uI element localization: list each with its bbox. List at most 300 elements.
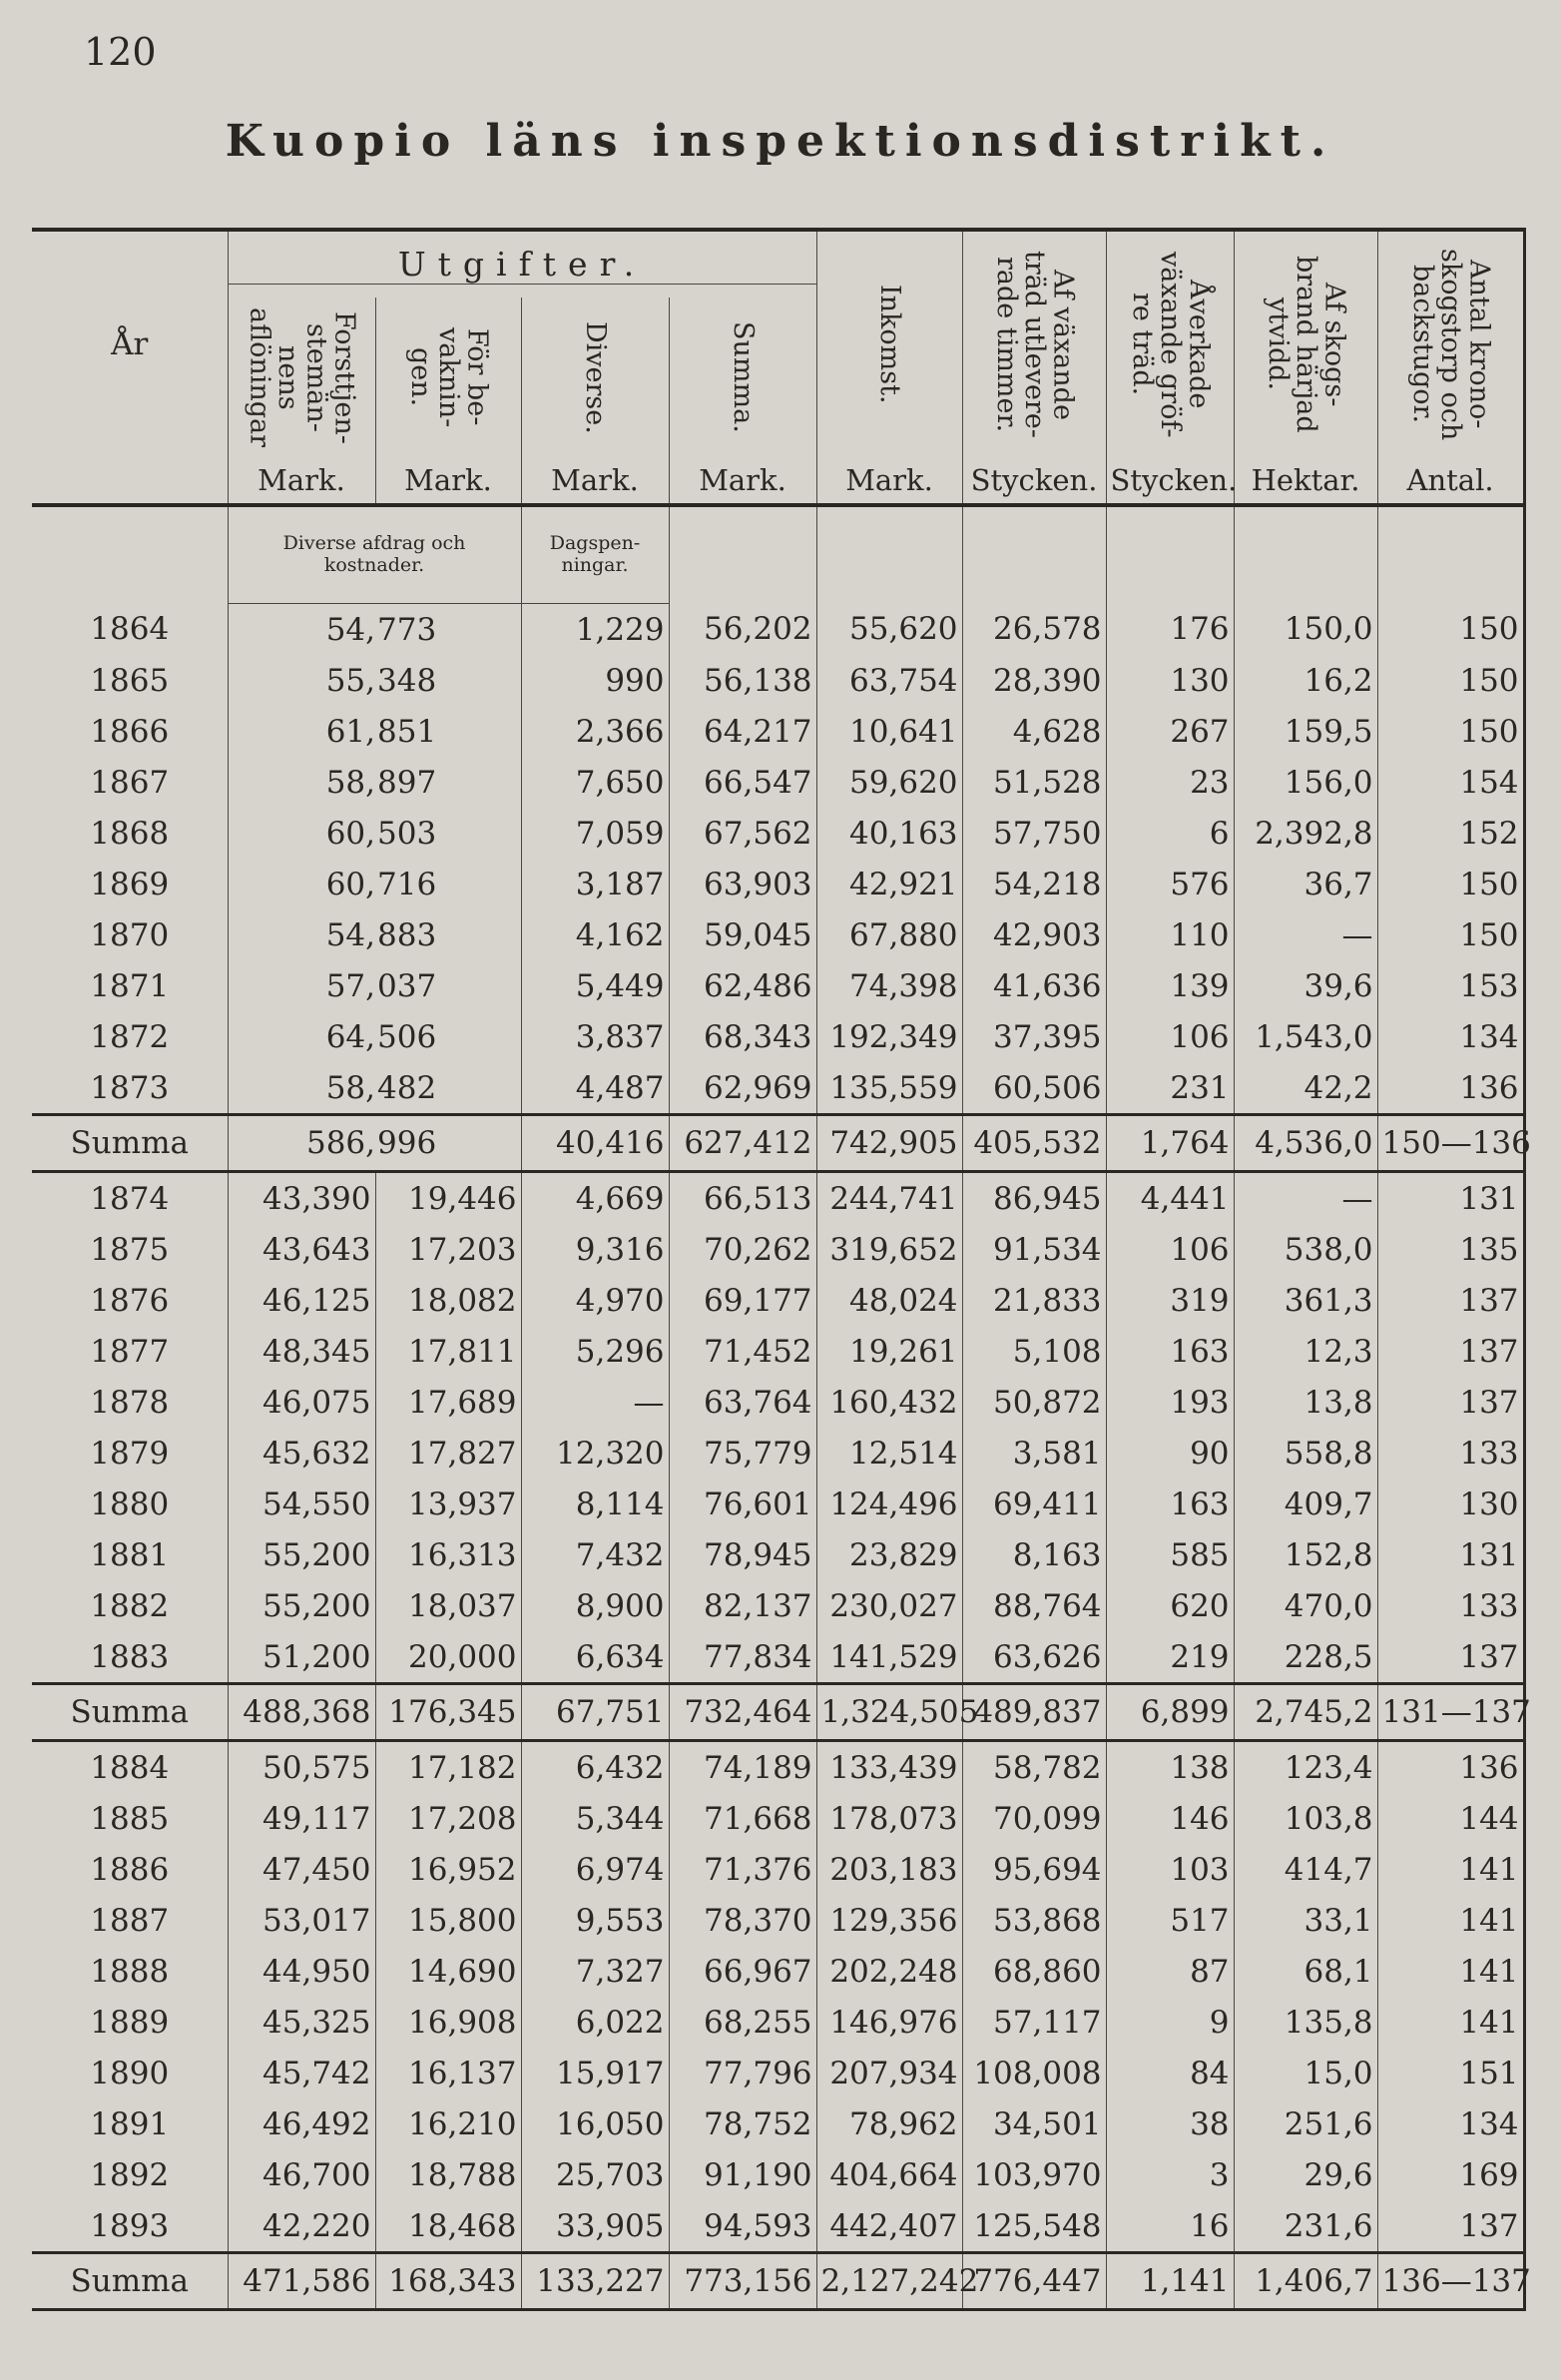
kronoskogstorp-cell: 150 (1377, 604, 1524, 656)
diverse-afdrag-thousands: 54, (228, 604, 375, 656)
summa-cell: 77,796 (669, 2048, 816, 2098)
inkomst-cell: 135,559 (816, 1062, 962, 1115)
kronoskogstorp-cell: 154 (1377, 757, 1524, 808)
skogsbrand-cell: 231,6 (1234, 2200, 1377, 2253)
inkomst-cell: 207,934 (816, 2048, 962, 2098)
forsttjensteman-cell: 49,117 (228, 1793, 375, 1844)
dagspenningar-cell: 7,650 (521, 757, 669, 808)
kronoskogstorp-cell: 141 (1377, 1844, 1524, 1895)
summa-cell: 78,752 (669, 2098, 816, 2149)
dagspenningar-cell: 2,366 (521, 706, 669, 757)
kronoskogstorp-cell: 134 (1377, 1011, 1524, 1062)
bevakningen-cell: 18,468 (375, 2200, 521, 2253)
table-row (32, 604, 1524, 656)
bevakningen-cell: 16,952 (375, 1844, 521, 1895)
timmer-cell: 26,578 (962, 604, 1106, 656)
unit-mark: Mark. (375, 457, 521, 505)
year-cell: 1865 (90, 662, 170, 699)
diverse-afdrag-units: 506 (377, 1018, 437, 1055)
summa-cell: 62,486 (669, 960, 816, 1011)
kronoskogstorp-cell: 150—136 (1377, 1115, 1524, 1172)
bevakningen-cell: 19,446 (375, 1172, 521, 1225)
timmer-cell: 3,581 (962, 1428, 1106, 1479)
diverse-afdrag-thousands: 64, (228, 1011, 375, 1062)
timmer-cell: 54,218 (962, 859, 1106, 909)
averkade-cell: 138 (1106, 1741, 1234, 1794)
year-cell: 1875 (90, 1231, 170, 1268)
averkade-cell: 106 (1106, 1224, 1234, 1275)
inkomst-cell: 42,921 (816, 859, 962, 909)
unit-hektar: Hektar. (1234, 457, 1377, 505)
skogsbrand-cell: 16,2 (1234, 655, 1377, 706)
diverse-cell: 8,900 (521, 1580, 669, 1631)
unit-mark: Mark. (521, 457, 669, 505)
timmer-cell: 103,970 (962, 2149, 1106, 2200)
kronoskogstorp-cell: 130 (1377, 1479, 1524, 1529)
bevakningen-cell: 13,937 (375, 1479, 521, 1529)
forsttjensteman-cell: 47,450 (228, 1844, 375, 1895)
inkomst-cell: 19,261 (816, 1326, 962, 1377)
diverse-cell: 6,634 (521, 1631, 669, 1684)
table-row (32, 1224, 1524, 1275)
timmer-cell: 41,636 (962, 960, 1106, 1011)
header-kronoskogstorp: Antal krono- skogstorp och backstugor. (1406, 248, 1495, 441)
forsttjensteman-cell: 488,368 (228, 1684, 375, 1741)
inkomst-cell: 141,529 (816, 1631, 962, 1684)
kronoskogstorp-cell: 150 (1377, 909, 1524, 960)
bevakningen-cell: 18,082 (375, 1275, 521, 1326)
kronoskogstorp-cell: 152 (1377, 808, 1524, 859)
summa-label: Summa (70, 1694, 189, 1730)
diverse-afdrag-thousands: 57, (228, 960, 375, 1011)
skogsbrand-cell: 156,0 (1234, 757, 1377, 808)
timmer-cell: 50,872 (962, 1377, 1106, 1428)
dagspenningar-cell: 40,416 (521, 1115, 669, 1172)
diverse-afdrag-thousands: 586, (228, 1115, 375, 1172)
diverse-cell: 133,227 (521, 2253, 669, 2310)
diverse-cell: 4,970 (521, 1275, 669, 1326)
forsttjensteman-cell: 42,220 (228, 2200, 375, 2253)
summa-cell: 63,764 (669, 1377, 816, 1428)
year-cell: 1877 (90, 1333, 170, 1370)
year-cell: 1887 (90, 1902, 170, 1939)
kronoskogstorp-cell: 137 (1377, 2200, 1524, 2253)
skogsbrand-cell: 36,7 (1234, 859, 1377, 909)
timmer-cell: 60,506 (962, 1062, 1106, 1115)
year-cell: 1884 (90, 1749, 170, 1786)
year-cell: 1874 (90, 1180, 170, 1217)
year-cell: 1889 (90, 2004, 170, 2041)
dagspenningar-cell: 3,837 (521, 1011, 669, 1062)
skogsbrand-cell: 68,1 (1234, 1946, 1377, 1997)
inkomst-cell: 124,496 (816, 1479, 962, 1529)
bevakningen-cell: 17,689 (375, 1377, 521, 1428)
kronoskogstorp-cell: 136 (1377, 1741, 1524, 1794)
diverse-afdrag-units: 897 (377, 764, 437, 801)
diverse-cell: — (521, 1377, 669, 1428)
forsttjensteman-cell: 471,586 (228, 2253, 375, 2310)
skogsbrand-cell: 251,6 (1234, 2098, 1377, 2149)
year-cell: 1892 (90, 2156, 170, 2193)
bevakningen-cell: 17,182 (375, 1741, 521, 1794)
diverse-afdrag-units: 716 (377, 866, 437, 902)
table-row (32, 1479, 1524, 1529)
table-row (32, 1172, 1524, 1225)
dagspenningar-cell: 1,229 (521, 604, 669, 656)
diverse-cell: 15,917 (521, 2048, 669, 2098)
skogsbrand-cell: 470,0 (1234, 1580, 1377, 1631)
diverse-afdrag-thousands: 54, (228, 909, 375, 960)
inkomst-cell: 202,248 (816, 1946, 962, 1997)
subheader-dagspenningar: Dagspen-ningar. (521, 505, 669, 604)
skogsbrand-cell: 135,8 (1234, 1997, 1377, 2048)
timmer-cell: 88,764 (962, 1580, 1106, 1631)
forsttjensteman-cell: 45,742 (228, 2048, 375, 2098)
forsttjensteman-cell: 44,950 (228, 1946, 375, 1997)
timmer-cell: 51,528 (962, 757, 1106, 808)
summa-cell: 68,343 (669, 1011, 816, 1062)
kronoskogstorp-cell: 131 (1377, 1172, 1524, 1225)
skogsbrand-cell: 42,2 (1234, 1062, 1377, 1115)
skogsbrand-cell: 33,1 (1234, 1895, 1377, 1946)
averkade-cell: 23 (1106, 757, 1234, 808)
diverse-afdrag-units: 348 (377, 662, 437, 699)
summa-cell: 82,137 (669, 1580, 816, 1631)
summa-cell: 773,156 (669, 2253, 816, 2310)
inkomst-cell: 2,127,242 (816, 2253, 962, 2310)
skogsbrand-cell: 1,406,7 (1234, 2253, 1377, 2310)
bevakningen-cell: 17,203 (375, 1224, 521, 1275)
averkade-cell: 176 (1106, 604, 1234, 656)
forsttjensteman-cell: 51,200 (228, 1631, 375, 1684)
year-cell: 1872 (90, 1018, 170, 1055)
inkomst-cell: 230,027 (816, 1580, 962, 1631)
diverse-cell: 7,432 (521, 1529, 669, 1580)
dagspenningar-cell: 990 (521, 655, 669, 706)
inkomst-cell: 12,514 (816, 1428, 962, 1479)
summa-cell: 59,045 (669, 909, 816, 960)
averkade-cell: 267 (1106, 706, 1234, 757)
bevakningen-cell: 14,690 (375, 1946, 521, 1997)
year-cell: 1864 (90, 611, 170, 648)
table-row (32, 2098, 1524, 2149)
unit-mark: Mark. (816, 457, 962, 505)
averkade-cell: 84 (1106, 2048, 1234, 2098)
year-cell: 1893 (90, 2207, 170, 2244)
table-row (32, 1895, 1524, 1946)
table-row (32, 2048, 1524, 2098)
table-row (32, 1997, 1524, 2048)
period-1874-1883 (32, 1172, 1531, 1741)
summa-label: Summa (70, 1125, 189, 1161)
diverse-afdrag-thousands: 58, (228, 757, 375, 808)
averkade-cell: 231 (1106, 1062, 1234, 1115)
inkomst-cell: 244,741 (816, 1172, 962, 1225)
year-cell: 1866 (90, 713, 170, 750)
skogsbrand-cell: 409,7 (1234, 1479, 1377, 1529)
kronoskogstorp-cell: 136—137 (1377, 2253, 1524, 2310)
timmer-cell: 37,395 (962, 1011, 1106, 1062)
bevakningen-cell: 168,343 (375, 2253, 521, 2310)
unit-stycken: Stycken. (962, 457, 1106, 505)
skogsbrand-cell: 150,0 (1234, 604, 1377, 656)
table-row (32, 2149, 1524, 2200)
skogsbrand-cell: — (1234, 1172, 1377, 1225)
subheader-diverse-afdrag: Diverse afdrag och kostnader. (228, 505, 521, 604)
year-cell: 1890 (90, 2055, 170, 2091)
kronoskogstorp-cell: 169 (1377, 2149, 1524, 2200)
inkomst-cell: 129,356 (816, 1895, 962, 1946)
summa-cell: 94,593 (669, 2200, 816, 2253)
summa-row (32, 1115, 1524, 1172)
bevakningen-cell: 17,811 (375, 1326, 521, 1377)
bevakningen-cell: 18,788 (375, 2149, 521, 2200)
bevakningen-cell: 17,827 (375, 1428, 521, 1479)
kronoskogstorp-cell: 141 (1377, 1946, 1524, 1997)
kronoskogstorp-cell: 144 (1377, 1793, 1524, 1844)
summa-cell: 71,376 (669, 1844, 816, 1895)
header-utgifter: Utgifter. (229, 245, 816, 285)
averkade-cell: 16 (1106, 2200, 1234, 2253)
skogsbrand-cell: 2,392,8 (1234, 808, 1377, 859)
averkade-cell: 38 (1106, 2098, 1234, 2149)
inkomst-cell: 319,652 (816, 1224, 962, 1275)
averkade-cell: 4,441 (1106, 1172, 1234, 1225)
timmer-cell: 108,008 (962, 2048, 1106, 2098)
summa-cell: 63,903 (669, 859, 816, 909)
inkomst-cell: 178,073 (816, 1793, 962, 1844)
averkade-cell: 146 (1106, 1793, 1234, 1844)
skogsbrand-cell: 123,4 (1234, 1741, 1377, 1794)
diverse-afdrag-units: 503 (377, 815, 437, 852)
kronoskogstorp-cell: 133 (1377, 1428, 1524, 1479)
timmer-cell: 91,534 (962, 1224, 1106, 1275)
bevakningen-cell: 20,000 (375, 1631, 521, 1684)
table-row (32, 706, 1524, 757)
table-row (32, 1631, 1524, 1684)
summa-cell: 91,190 (669, 2149, 816, 2200)
timmer-cell: 86,945 (962, 1172, 1106, 1225)
dagspenningar-cell: 4,487 (521, 1062, 669, 1115)
averkade-cell: 90 (1106, 1428, 1234, 1479)
summa-cell: 64,217 (669, 706, 816, 757)
kronoskogstorp-cell: 150 (1377, 655, 1524, 706)
diverse-afdrag-units: 996 (377, 1125, 437, 1161)
dagspenningar-cell: 3,187 (521, 859, 669, 909)
timmer-cell: 21,833 (962, 1275, 1106, 1326)
inkomst-cell: 59,620 (816, 757, 962, 808)
timmer-cell: 489,837 (962, 1684, 1106, 1741)
diverse-cell: 9,316 (521, 1224, 669, 1275)
summa-cell: 71,668 (669, 1793, 816, 1844)
timmer-cell: 95,694 (962, 1844, 1106, 1895)
skogsbrand-cell: 361,3 (1234, 1275, 1377, 1326)
averkade-cell: 319 (1106, 1275, 1234, 1326)
unit-mark: Mark. (669, 457, 816, 505)
averkade-cell: 110 (1106, 909, 1234, 960)
year-cell: 1867 (90, 764, 170, 801)
inkomst-cell: 404,664 (816, 2149, 962, 2200)
averkade-cell: 585 (1106, 1529, 1234, 1580)
timmer-cell: 5,108 (962, 1326, 1106, 1377)
forsttjensteman-cell: 55,200 (228, 1580, 375, 1631)
forsttjensteman-cell: 43,643 (228, 1224, 375, 1275)
forsttjensteman-cell: 54,550 (228, 1479, 375, 1529)
summa-cell: 67,562 (669, 808, 816, 859)
forsttjensteman-cell: 46,125 (228, 1275, 375, 1326)
kronoskogstorp-cell: 133 (1377, 1580, 1524, 1631)
summa-cell: 76,601 (669, 1479, 816, 1529)
diverse-cell: 6,432 (521, 1741, 669, 1794)
skogsbrand-cell: 1,543,0 (1234, 1011, 1377, 1062)
diverse-cell: 67,751 (521, 1684, 669, 1741)
skogsbrand-cell: 152,8 (1234, 1529, 1377, 1580)
year-cell: 1891 (90, 2105, 170, 2142)
averkade-cell: 193 (1106, 1377, 1234, 1428)
timmer-cell: 34,501 (962, 2098, 1106, 2149)
table-row (32, 1529, 1524, 1580)
diverse-cell: 5,296 (521, 1326, 669, 1377)
averkade-cell: 130 (1106, 655, 1234, 706)
averkade-cell: 1,141 (1106, 2253, 1234, 2310)
table-row (32, 859, 1524, 909)
summa-cell: 56,202 (669, 604, 816, 656)
header-averkade: Åverkade växande gröf- re träd. (1126, 251, 1215, 438)
diverse-cell: 9,553 (521, 1895, 669, 1946)
averkade-cell: 163 (1106, 1479, 1234, 1529)
diverse-afdrag-thousands: 58, (228, 1062, 375, 1115)
averkade-cell: 6 (1106, 808, 1234, 859)
averkade-cell: 219 (1106, 1631, 1234, 1684)
forsttjensteman-cell: 48,345 (228, 1326, 375, 1377)
summa-cell: 68,255 (669, 1997, 816, 2048)
timmer-cell: 8,163 (962, 1529, 1106, 1580)
diverse-cell: 4,669 (521, 1172, 669, 1225)
header-timmer: Af växande träd utlevere- rade timmer. (990, 251, 1079, 438)
header-skogsbrand: Af skogs- brand härjad ytvidd. (1262, 256, 1350, 433)
kronoskogstorp-cell: 131 (1377, 1529, 1524, 1580)
diverse-cell: 8,114 (521, 1479, 669, 1529)
diverse-cell: 33,905 (521, 2200, 669, 2253)
forsttjensteman-cell: 43,390 (228, 1172, 375, 1225)
summa-cell: 74,189 (669, 1741, 816, 1794)
summa-cell: 66,547 (669, 757, 816, 808)
summa-row (32, 1684, 1524, 1741)
kronoskogstorp-cell: 135 (1377, 1224, 1524, 1275)
diverse-afdrag-units: 482 (377, 1069, 437, 1106)
timmer-cell: 28,390 (962, 655, 1106, 706)
forsttjensteman-cell: 53,017 (228, 1895, 375, 1946)
kronoskogstorp-cell: 141 (1377, 1895, 1524, 1946)
table-row (32, 808, 1524, 859)
forsttjensteman-cell: 46,700 (228, 2149, 375, 2200)
timmer-cell: 69,411 (962, 1479, 1106, 1529)
diverse-cell: 6,974 (521, 1844, 669, 1895)
summa-cell: 732,464 (669, 1684, 816, 1741)
dagspenningar-cell: 7,059 (521, 808, 669, 859)
inkomst-cell: 1,324,505 (816, 1684, 962, 1741)
summa-cell: 77,834 (669, 1631, 816, 1684)
diverse-afdrag-units: 851 (377, 713, 437, 750)
diverse-afdrag-thousands: 60, (228, 808, 375, 859)
header-diverse: Diverse. (580, 320, 612, 434)
table-row (32, 1326, 1524, 1377)
timmer-cell: 63,626 (962, 1631, 1106, 1684)
diverse-afdrag-thousands: 60, (228, 859, 375, 909)
inkomst-cell: 63,754 (816, 655, 962, 706)
table-row (32, 1377, 1524, 1428)
year-cell: 1879 (90, 1435, 170, 1472)
year-cell: 1878 (90, 1384, 170, 1421)
year-cell: 1883 (90, 1638, 170, 1675)
diverse-cell: 6,022 (521, 1997, 669, 2048)
summa-cell: 627,412 (669, 1115, 816, 1172)
forsttjensteman-cell: 50,575 (228, 1741, 375, 1794)
skogsbrand-cell: — (1234, 909, 1377, 960)
skogsbrand-cell: 39,6 (1234, 960, 1377, 1011)
year-cell: 1881 (90, 1536, 170, 1573)
year-cell: 1871 (90, 967, 170, 1004)
skogsbrand-cell: 15,0 (1234, 2048, 1377, 2098)
summa-cell: 78,370 (669, 1895, 816, 1946)
inkomst-cell: 203,183 (816, 1844, 962, 1895)
timmer-cell: 57,117 (962, 1997, 1106, 2048)
bevakningen-cell: 16,313 (375, 1529, 521, 1580)
summa-cell: 62,969 (669, 1062, 816, 1115)
bevakningen-cell: 18,037 (375, 1580, 521, 1631)
diverse-cell: 7,327 (521, 1946, 669, 1997)
period-1884-1893 (32, 1741, 1531, 2310)
year-cell: 1869 (90, 866, 170, 902)
diverse-afdrag-thousands: 61, (228, 706, 375, 757)
kronoskogstorp-cell: 131—137 (1377, 1684, 1524, 1741)
inkomst-cell: 78,962 (816, 2098, 962, 2149)
summa-cell: 71,452 (669, 1326, 816, 1377)
summa-cell: 66,967 (669, 1946, 816, 1997)
kronoskogstorp-cell: 141 (1377, 1997, 1524, 2048)
kronoskogstorp-cell: 134 (1377, 2098, 1524, 2149)
diverse-afdrag-units: 773 (377, 611, 437, 648)
timmer-cell: 4,628 (962, 706, 1106, 757)
summa-cell: 56,138 (669, 655, 816, 706)
averkade-cell: 576 (1106, 859, 1234, 909)
kronoskogstorp-cell: 151 (1377, 2048, 1524, 2098)
forsttjensteman-cell: 46,492 (228, 2098, 375, 2149)
averkade-cell: 1,764 (1106, 1115, 1234, 1172)
averkade-cell: 517 (1106, 1895, 1234, 1946)
inkomst-cell: 742,905 (816, 1115, 962, 1172)
table-row (32, 1946, 1524, 1997)
diverse-cell: 5,344 (521, 1793, 669, 1844)
table-row (32, 1844, 1524, 1895)
year-cell: 1886 (90, 1851, 170, 1888)
inkomst-cell: 48,024 (816, 1275, 962, 1326)
table-row (32, 1793, 1524, 1844)
unit-mark: Mark. (228, 457, 375, 505)
table-header (32, 230, 1524, 604)
inkomst-cell: 23,829 (816, 1529, 962, 1580)
bevakningen-cell: 17,208 (375, 1793, 521, 1844)
bevakningen-cell: 15,800 (375, 1895, 521, 1946)
year-cell: 1882 (90, 1587, 170, 1624)
inkomst-cell: 10,641 (816, 706, 962, 757)
inkomst-cell: 133,439 (816, 1741, 962, 1794)
summa-label: Summa (70, 2263, 189, 2299)
summa-cell: 69,177 (669, 1275, 816, 1326)
inkomst-cell: 55,620 (816, 604, 962, 656)
diverse-afdrag-thousands: 55, (228, 655, 375, 706)
year-cell: 1876 (90, 1282, 170, 1319)
